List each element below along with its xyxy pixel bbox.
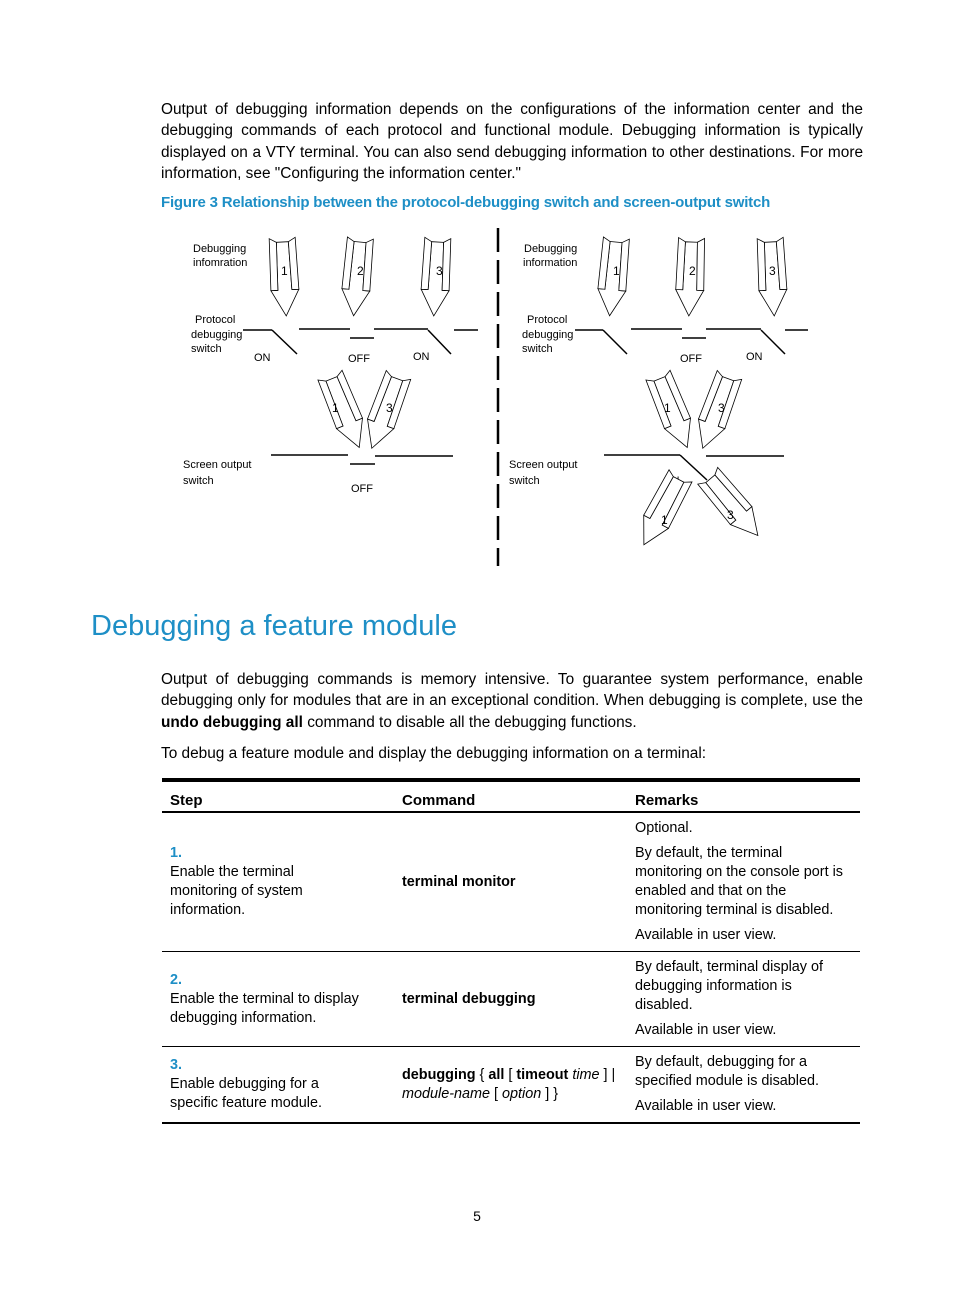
step-number: 3. xyxy=(170,1057,183,1073)
configuration-steps-table xyxy=(162,778,860,1124)
undo-debugging-all-command: undo debugging all xyxy=(161,713,303,731)
output-arrow-3 xyxy=(697,467,769,545)
protocol-state-3: ON xyxy=(746,351,763,363)
step-number: 1. xyxy=(170,845,183,861)
protocol-switches xyxy=(575,329,808,354)
table-row xyxy=(162,952,860,1047)
passed-arrow-3 xyxy=(690,370,743,453)
step-cell xyxy=(162,952,394,1047)
remark-text: By default, terminal display of debugging information is disabled. xyxy=(635,959,823,1013)
command-punct: [ xyxy=(504,1066,517,1083)
command-text: terminal monitor xyxy=(402,873,516,890)
protocol-switch-label: Protocol debugging switch xyxy=(522,314,574,355)
command-text: terminal debugging xyxy=(402,990,536,1007)
command-punct: [ xyxy=(490,1085,502,1102)
screen-switch xyxy=(271,455,453,464)
remark-text: By default, the terminal monitoring on the console port is enabled and that on the monitoring terminal is disabled. xyxy=(635,845,843,918)
screen-state: OFF xyxy=(351,483,373,495)
protocol-state-3: ON xyxy=(413,351,430,363)
header-remarks: Remarks xyxy=(627,780,860,812)
protocol-switches xyxy=(243,329,478,354)
command-argument: module-name xyxy=(402,1085,490,1102)
step-text: Enable the terminal to display debugging information. xyxy=(170,990,359,1026)
input-number-1: 1 xyxy=(613,264,620,278)
table-lead-paragraph: To debug a feature module and display the debugging information on a terminal: xyxy=(161,745,707,762)
command-argument: option xyxy=(502,1085,542,1102)
step-cell xyxy=(162,812,394,952)
command-punct: ] | xyxy=(599,1066,616,1083)
table-header-row xyxy=(162,780,860,812)
passed-arrow-1 xyxy=(317,370,372,453)
protocol-switch-label: Protocol debugging switch xyxy=(191,314,243,355)
command-cell xyxy=(394,952,627,1047)
left-panel xyxy=(183,237,478,495)
header-command: Command xyxy=(394,780,627,812)
figure-caption: Figure 3 Relationship between the protocol-debugging switch and screen-output switch xyxy=(161,194,771,211)
protocol-state-1: ON xyxy=(254,352,271,364)
command-cell xyxy=(394,1047,627,1124)
step-text: Enable the terminal monitoring of system information. xyxy=(170,864,303,918)
protocol-state-2: OFF xyxy=(680,353,702,365)
command-keyword: debugging xyxy=(402,1066,476,1083)
switch-relationship-diagram xyxy=(170,222,820,572)
input-number-2: 2 xyxy=(357,264,364,278)
debugging-paragraph-text-b: command to disable all the debugging functions. xyxy=(302,713,637,731)
input-number-1: 1 xyxy=(281,264,288,278)
debugging-paragraph xyxy=(161,669,863,733)
debug-info-label: Debugging information xyxy=(523,243,578,269)
screen-switch-label: Screen output switch xyxy=(509,459,578,487)
input-number-3: 3 xyxy=(769,264,776,278)
remark-text: Available in user view. xyxy=(635,927,777,943)
remarks-cell xyxy=(627,1047,860,1124)
step-number: 2. xyxy=(170,971,183,988)
command-argument: time xyxy=(572,1066,600,1083)
input-number-3: 3 xyxy=(436,264,443,278)
remark-text: By default, debugging for a specified module is disabled. xyxy=(635,1054,819,1089)
command-keyword: all xyxy=(488,1066,505,1083)
right-panel xyxy=(509,237,808,551)
passed-number-3: 3 xyxy=(386,401,393,415)
page-number: 5 xyxy=(473,1208,481,1224)
output-number-1: 1 xyxy=(661,513,668,527)
passed-number-1: 1 xyxy=(664,401,671,415)
screen-switch-label: Screen output switch xyxy=(183,459,252,487)
command-punct: ] } xyxy=(541,1085,559,1102)
step-cell xyxy=(162,1047,394,1124)
passed-arrow-1 xyxy=(645,370,700,453)
remarks-cell xyxy=(627,812,860,952)
debugging-paragraph-text-a: Output of debugging commands is memory intensive. To guarantee system performance, enable debugging only for modules that are in an exceptional condition. When debugging is complete, use the xyxy=(161,671,863,710)
section-title: Debugging a feature module xyxy=(91,610,457,642)
remark-text: Optional. xyxy=(635,820,693,836)
command-punct: { xyxy=(475,1066,489,1083)
passed-number-3: 3 xyxy=(718,401,725,415)
command-cell xyxy=(394,812,627,952)
screen-switch xyxy=(604,455,784,480)
debug-info-label: Debugging infomration xyxy=(193,243,248,269)
header-step: Step xyxy=(162,780,394,812)
remark-text: Available in user view. xyxy=(635,1022,777,1038)
output-number-3: 3 xyxy=(727,508,734,522)
passed-number-1: 1 xyxy=(332,401,339,415)
intro-paragraph: Output of debugging information depends on the configurations of the information center and the debugging commands of each protocol and functional module. Debugging information is typically displayed on a VTY terminal. You can also send debugging information to other destinations. For more information, see "Configuring the information center." xyxy=(161,101,863,183)
command-keyword: timeout xyxy=(516,1066,569,1083)
step-text: Enable debugging for a specific feature module. xyxy=(170,1076,322,1111)
protocol-state-2: OFF xyxy=(348,353,370,365)
table-row xyxy=(162,1047,860,1124)
remark-text: Available in user view. xyxy=(635,1098,777,1114)
input-number-2: 2 xyxy=(689,264,696,278)
remarks-cell xyxy=(627,952,860,1047)
table-row xyxy=(162,812,860,952)
output-arrow-1 xyxy=(632,469,693,551)
